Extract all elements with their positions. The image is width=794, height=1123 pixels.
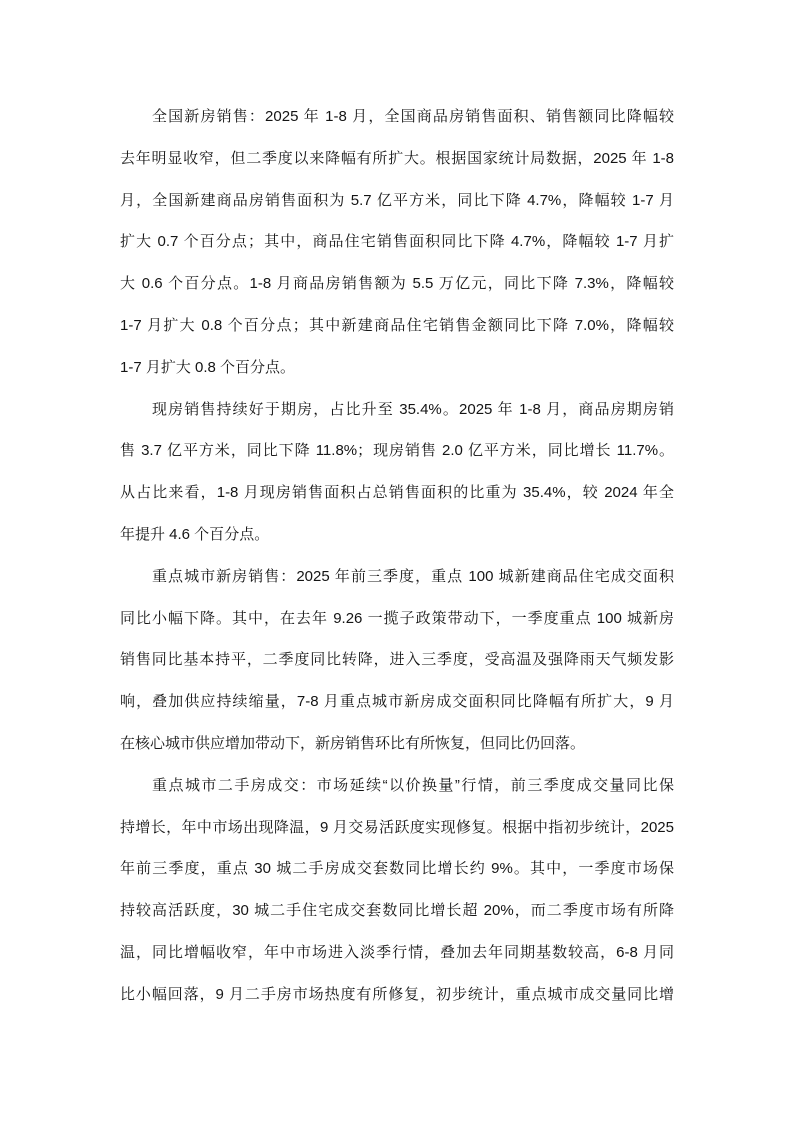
paragraph-key-city-new-home-sales <box>120 556 674 765</box>
text-line: 重点城市二手房成交：市场延续“以价换量”行情，前三季度成交量同比保 <box>152 776 674 794</box>
document-body <box>120 96 674 1016</box>
text-line: 去年明显收窄，但二季度以来降幅有所扩大。根据国家统计局数据，2025 年 1-8 <box>120 149 674 167</box>
text-line: 销售同比基本持平，二季度同比转降，进入三季度，受高温及强降雨天气频发影 <box>120 651 674 669</box>
text-line: 持较高活跃度，30 城二手住宅成交套数同比增长超 20%，而二季度市场有所降 <box>120 902 674 920</box>
text-line: 从占比来看，1-8 月现房销售面积占总销售面积的比重为 35.4%，较 2024 年全 <box>120 484 674 502</box>
text-line: 在核心城市供应增加带动下，新房销售环比有所恢复，但同比仍回落。 <box>120 734 586 752</box>
text-line: 扩大 0.7 个百分点；其中，商品住宅销售面积同比下降 4.7%，降幅较 1-7 月扩 <box>120 233 674 251</box>
text-line: 持增长，年中市场出现降温，9 月交易活跃度实现修复。根据中指初步统计，2025 <box>120 818 674 836</box>
text-line: 月，全国新建商品房销售面积为 5.7 亿平方米，同比下降 4.7%，降幅较 1-7 月 <box>120 191 674 209</box>
text-line: 1-7 月扩大 0.8 个百分点。 <box>120 358 296 376</box>
paragraph-completed-home-sales <box>120 389 674 556</box>
text-line: 售 3.7 亿平方米，同比下降 11.8%；现房销售 2.0 亿平方米，同比增长 11.7%。 <box>120 442 674 460</box>
text-line: 现房销售持续好于期房，占比升至 35.4%。2025 年 1-8 月，商品房期房销 <box>152 400 674 418</box>
text-line: 1-7 月扩大 0.8 个百分点；其中新建商品住宅销售金额同比下降 7.0%，降幅较 <box>120 316 674 334</box>
paragraph-key-city-resale-transactions <box>120 765 674 1016</box>
text-line: 年提升 4.6 个百分点。 <box>120 525 270 543</box>
text-line: 重点城市新房销售：2025 年前三季度，重点 100 城新建商品住宅成交面积 <box>152 567 674 585</box>
text-line: 响，叠加供应持续缩量，7-8 月重点城市新房成交面积同比降幅有所扩大，9 月 <box>120 693 674 711</box>
text-line: 全国新房销售：2025 年 1-8 月，全国商品房销售面积、销售额同比降幅较 <box>152 108 674 125</box>
text-line: 同比小幅下降。其中，在去年 9.26 一揽子政策带动下，一季度重点 100 城新房 <box>120 609 674 627</box>
text-line: 年前三季度，重点 30 城二手房成交套数同比增长约 9%。其中，一季度市场保 <box>120 860 674 878</box>
paragraph-new-home-sales <box>120 96 674 389</box>
text-line: 比小幅回落，9 月二手房市场热度有所修复，初步统计，重点城市成交量同比增 <box>120 985 674 1003</box>
text-line: 大 0.6 个百分点。1-8 月商品房销售额为 5.5 万亿元，同比下降 7.3%，降幅较 <box>120 275 674 293</box>
text-line: 温，同比增幅收窄，年中市场进入淡季行情，叠加去年同期基数较高，6-8 月同 <box>120 943 674 961</box>
